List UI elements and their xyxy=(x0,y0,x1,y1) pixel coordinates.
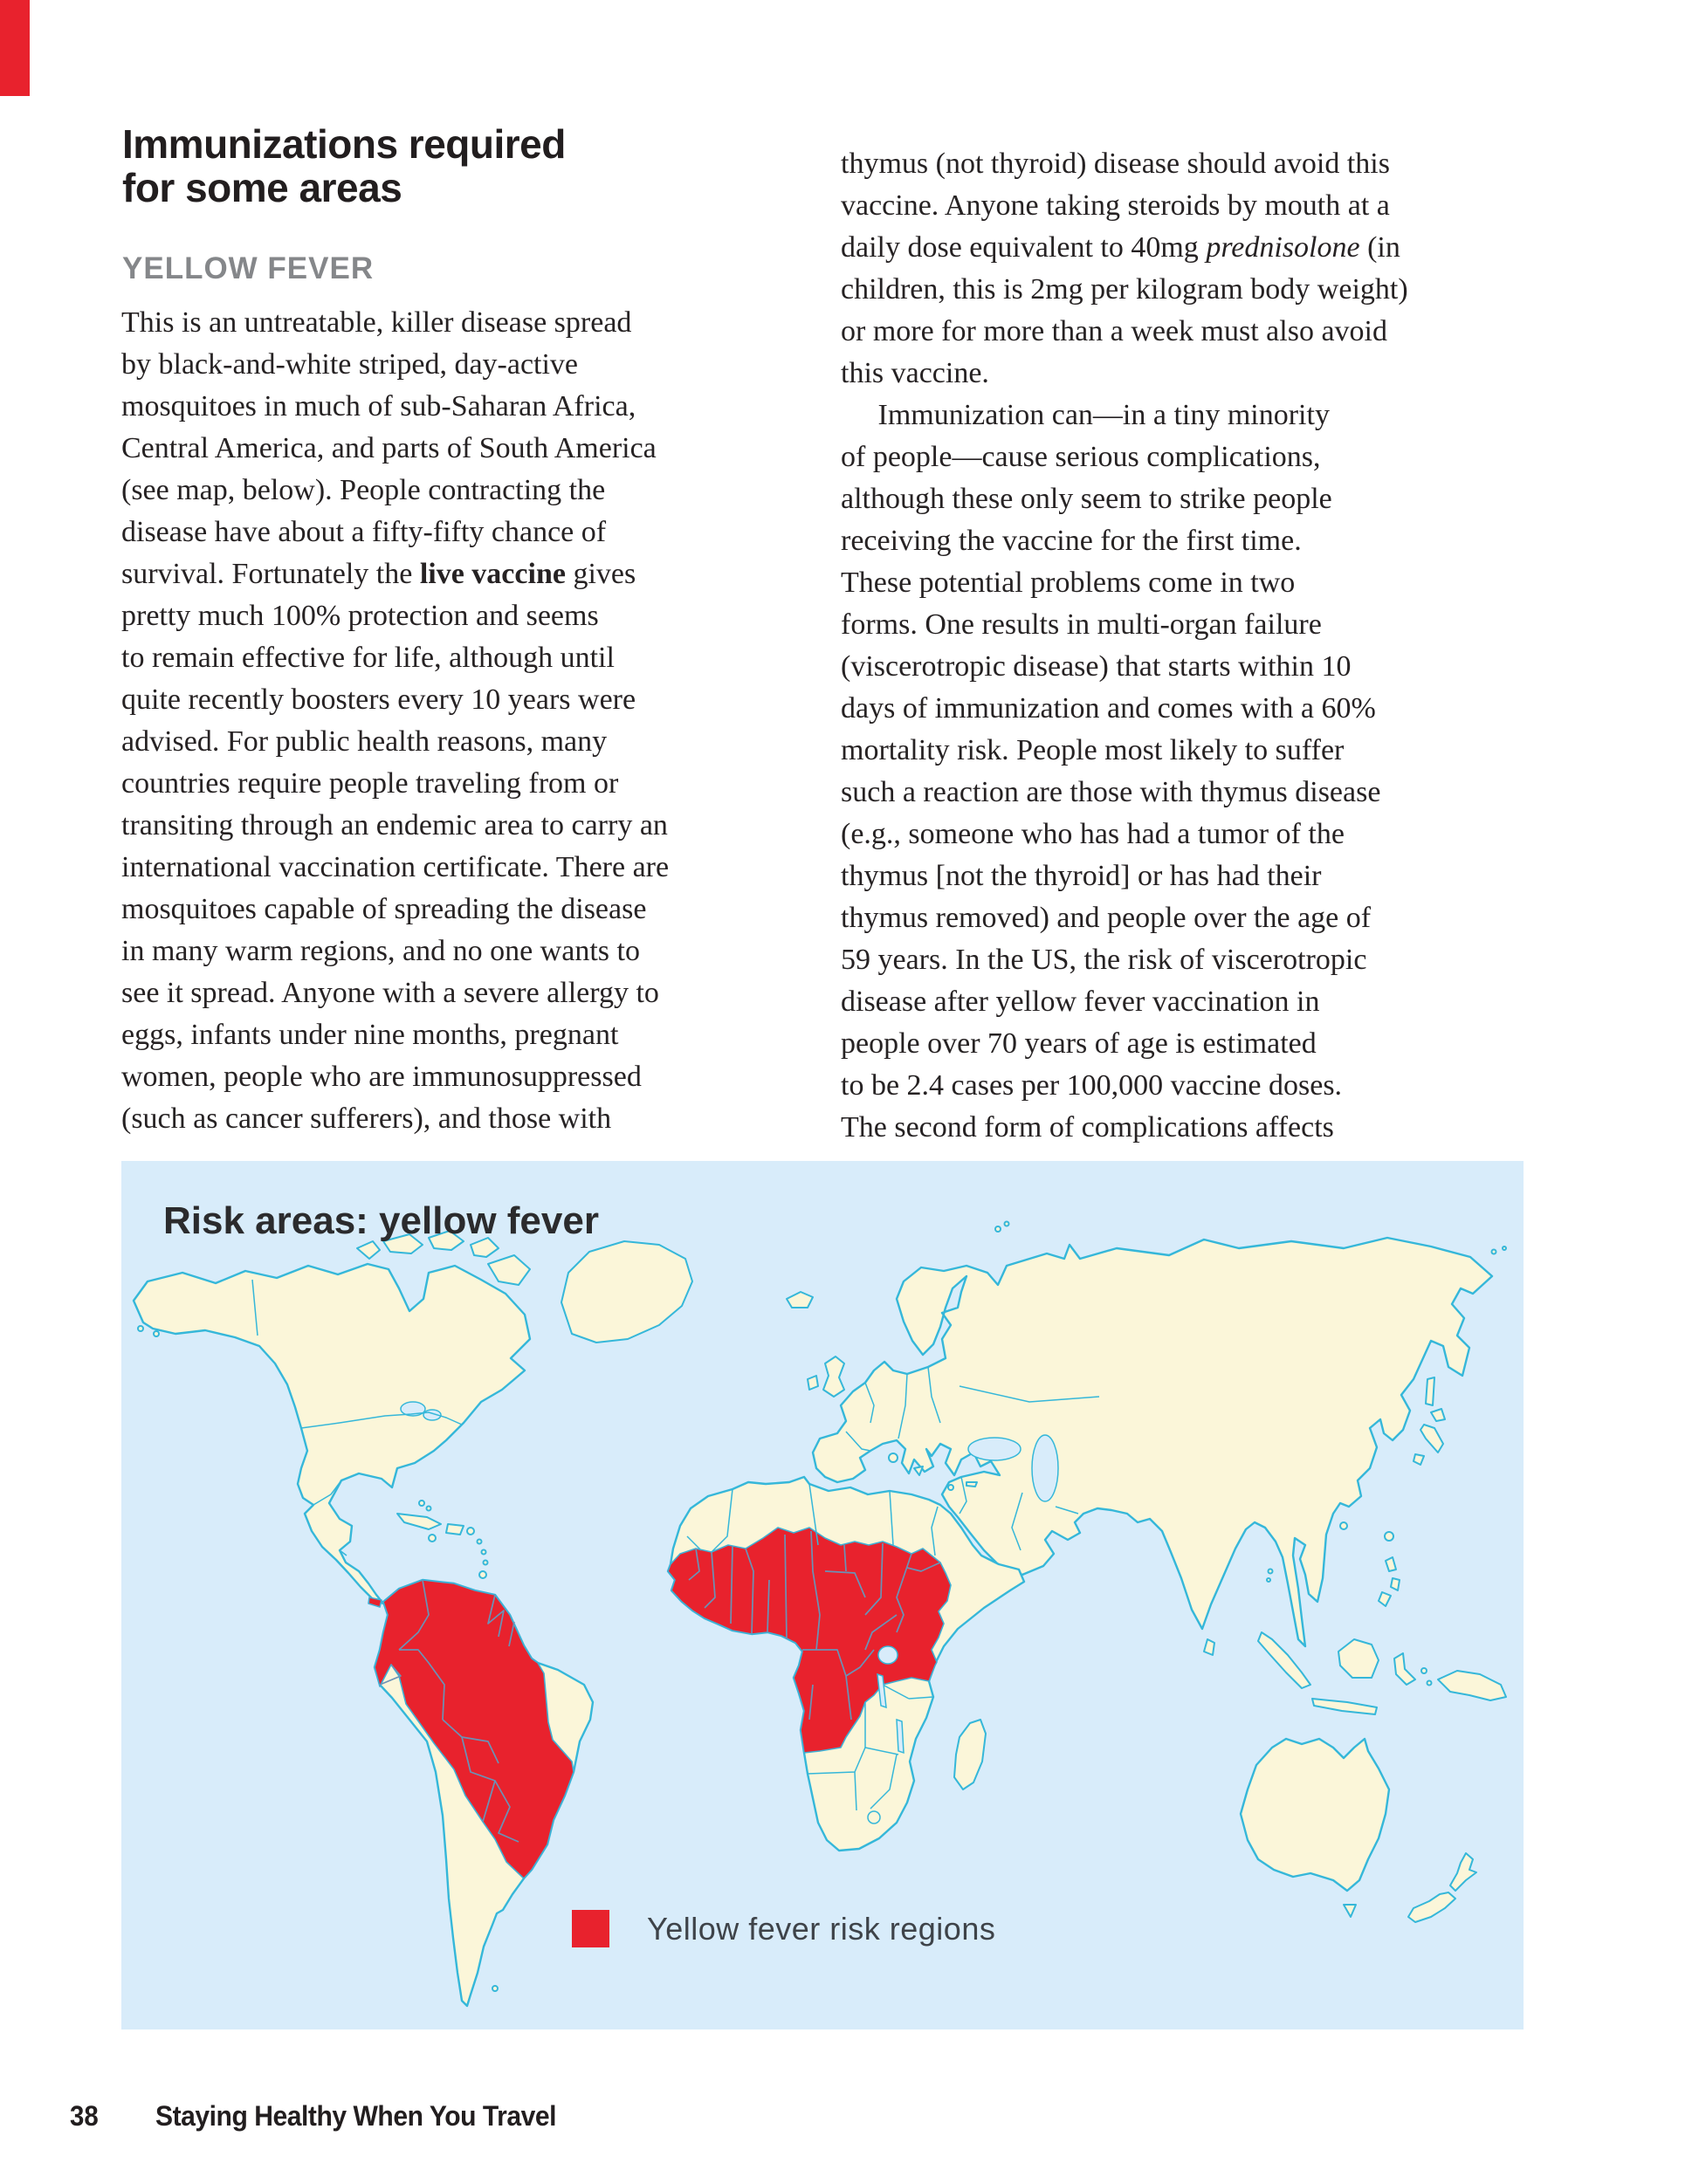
text-line: vaccine. Anyone taking steroids by mouth at a xyxy=(841,189,1390,222)
text-line: thymus removed) and people over the age of xyxy=(841,902,1372,934)
arctic-islet xyxy=(1503,1247,1506,1250)
aleutian-island xyxy=(154,1331,159,1336)
text-line: (viscerotropic disease) that starts within 10 xyxy=(841,650,1352,683)
aleutian-island xyxy=(138,1326,143,1331)
text-line: Immunization can—in a tiny minority xyxy=(841,399,1330,431)
map-sulawesi xyxy=(1394,1653,1415,1685)
text-line: thymus (not thyroid) disease should avoid this xyxy=(841,148,1390,180)
map-new-guinea xyxy=(1438,1671,1506,1700)
book-title: Staying Healthy When You Travel xyxy=(155,2100,557,2132)
map-hainan xyxy=(1340,1522,1347,1529)
text-line: eggs, infants under nine months, pregnant xyxy=(121,1019,619,1051)
text-line: countries require people traveling from or xyxy=(121,767,619,800)
text-line: thymus [not the thyroid] or has had their xyxy=(841,860,1322,892)
text-line: survival. Fortunately the live vaccine gives xyxy=(121,558,636,590)
legend-risk-swatch xyxy=(572,1910,609,1947)
map-crete xyxy=(966,1482,977,1487)
map-north-america xyxy=(134,1264,530,1604)
body-column-left xyxy=(121,302,830,1140)
bahamas xyxy=(427,1507,431,1511)
text-line: disease after yellow fever vaccination in xyxy=(841,986,1320,1018)
moluccas xyxy=(1421,1668,1427,1673)
map-hispaniola xyxy=(446,1524,464,1535)
text-line: The second form of complications affects xyxy=(841,1111,1334,1144)
text-line: transiting through an endemic area to carry an xyxy=(121,809,668,841)
map-sri-lanka xyxy=(1204,1639,1214,1655)
map-sakhalin xyxy=(1426,1377,1434,1405)
map-tasmania xyxy=(1344,1905,1356,1917)
map-java xyxy=(1312,1699,1377,1714)
lesser-antilles xyxy=(484,1561,488,1565)
text-line: this vaccine. xyxy=(841,357,989,389)
page-title-line2: for some areas xyxy=(122,165,402,210)
map-japan xyxy=(1414,1409,1445,1465)
text-line: daily dose equivalent to 40mg prednisolone (in xyxy=(841,231,1400,264)
page-footer xyxy=(0,2100,1699,2144)
text-line: pretty much 100% protection and seems xyxy=(121,600,599,632)
map-title: Risk areas: yellow fever xyxy=(163,1199,599,1242)
text-line: 59 years. In the US, the risk of viscerotropic xyxy=(841,944,1367,976)
text-line: mosquitoes in much of sub-Saharan Africa, xyxy=(121,390,636,422)
page-edge-color-tab xyxy=(0,0,30,96)
map-sicily xyxy=(914,1466,923,1475)
text-line: This is an untreatable, killer disease spread xyxy=(121,306,632,339)
text-line: people over 70 years of age is estimated xyxy=(841,1027,1317,1060)
text-line: such a reaction are those with thymus disease xyxy=(841,776,1381,808)
map-legend xyxy=(572,1910,995,1947)
map-greenland xyxy=(561,1241,692,1343)
svalbard xyxy=(995,1226,1001,1232)
text-line: disease have about a fifty-fifty chance of xyxy=(121,516,607,548)
map-borneo xyxy=(1338,1639,1379,1678)
map-great-britain xyxy=(823,1356,844,1397)
legend-risk-label: Yellow fever risk regions xyxy=(647,1910,996,1947)
map-trinidad xyxy=(479,1571,486,1578)
lesser-antilles xyxy=(478,1540,482,1544)
falkland-islands xyxy=(492,1986,498,1991)
text-line: children, this is 2mg per kilogram body weight) xyxy=(841,273,1408,306)
text-line: (such as cancer sufferers), and those with xyxy=(121,1102,612,1135)
lake-malawi xyxy=(897,1720,904,1753)
text-line: mosquitoes capable of spreading the disease xyxy=(121,893,647,925)
section-heading-yellow-fever: YELLOW FEVER xyxy=(122,251,375,285)
map-jamaica xyxy=(429,1535,436,1542)
map-madagascar xyxy=(954,1720,986,1789)
andaman-islands xyxy=(1269,1569,1273,1574)
risk-map-panel xyxy=(121,1161,1524,2029)
lesser-antilles xyxy=(482,1550,486,1555)
page-number: 38 xyxy=(70,2100,99,2132)
map-ireland xyxy=(808,1376,818,1390)
arctic-islet xyxy=(1492,1250,1496,1254)
world-map xyxy=(121,1161,1524,2029)
map-puerto-rico xyxy=(467,1528,474,1535)
andaman-islands xyxy=(1267,1578,1270,1582)
text-line: to be 2.4 cases per 100,000 vaccine doses. xyxy=(841,1069,1343,1102)
map-australia xyxy=(1241,1739,1389,1891)
text-line: see it spread. Anyone with a severe allergy to xyxy=(121,977,659,1009)
bahamas xyxy=(419,1501,424,1506)
page-title-line1: Immunizations required xyxy=(122,121,566,167)
text-line: in many warm regions, and no one wants to xyxy=(121,935,640,967)
text-line: mortality risk. People most likely to suffer xyxy=(841,734,1345,766)
map-taiwan xyxy=(1385,1532,1393,1541)
page-title xyxy=(122,122,566,209)
map-iceland xyxy=(787,1292,813,1308)
text-line: of people—cause serious complications, xyxy=(841,441,1321,473)
map-philippines xyxy=(1379,1557,1400,1606)
text-line: to remain effective for life, although until xyxy=(121,642,615,674)
text-line: days of immunization and comes with a 60% xyxy=(841,692,1376,725)
caspian-sea xyxy=(1032,1435,1058,1501)
map-new-zealand-south xyxy=(1408,1892,1455,1922)
text-line: (see map, below). People contracting the xyxy=(121,474,606,506)
text-line: by black-and-white striped, day-active xyxy=(121,348,579,381)
map-new-zealand-north xyxy=(1450,1853,1476,1891)
text-line: (e.g., someone who has had a tumor of the xyxy=(841,818,1345,850)
black-sea xyxy=(968,1438,1021,1460)
text-line: These potential problems come in two xyxy=(841,567,1296,599)
map-cyprus xyxy=(948,1485,953,1490)
lake-victoria xyxy=(878,1646,898,1664)
text-line: quite recently boosters every 10 years were xyxy=(121,683,636,716)
moluccas xyxy=(1427,1681,1432,1686)
text-line: or more for more than a week must also avoid xyxy=(841,315,1387,347)
text-line: although these only seem to strike people xyxy=(841,483,1332,515)
svalbard xyxy=(1005,1222,1009,1226)
map-cuba xyxy=(397,1514,441,1529)
text-line: receiving the vaccine for the first time. xyxy=(841,525,1302,557)
text-line: advised. For public health reasons, many xyxy=(121,725,608,758)
text-line: international vaccination certificate. There are xyxy=(121,851,670,883)
text-line: forms. One results in multi-organ failure xyxy=(841,608,1322,641)
text-line: women, people who are immunosuppressed xyxy=(121,1061,642,1093)
text-line: Central America, and parts of South America xyxy=(121,432,657,464)
map-corsica-sardinia xyxy=(889,1453,898,1462)
body-column-right xyxy=(841,143,1539,1149)
